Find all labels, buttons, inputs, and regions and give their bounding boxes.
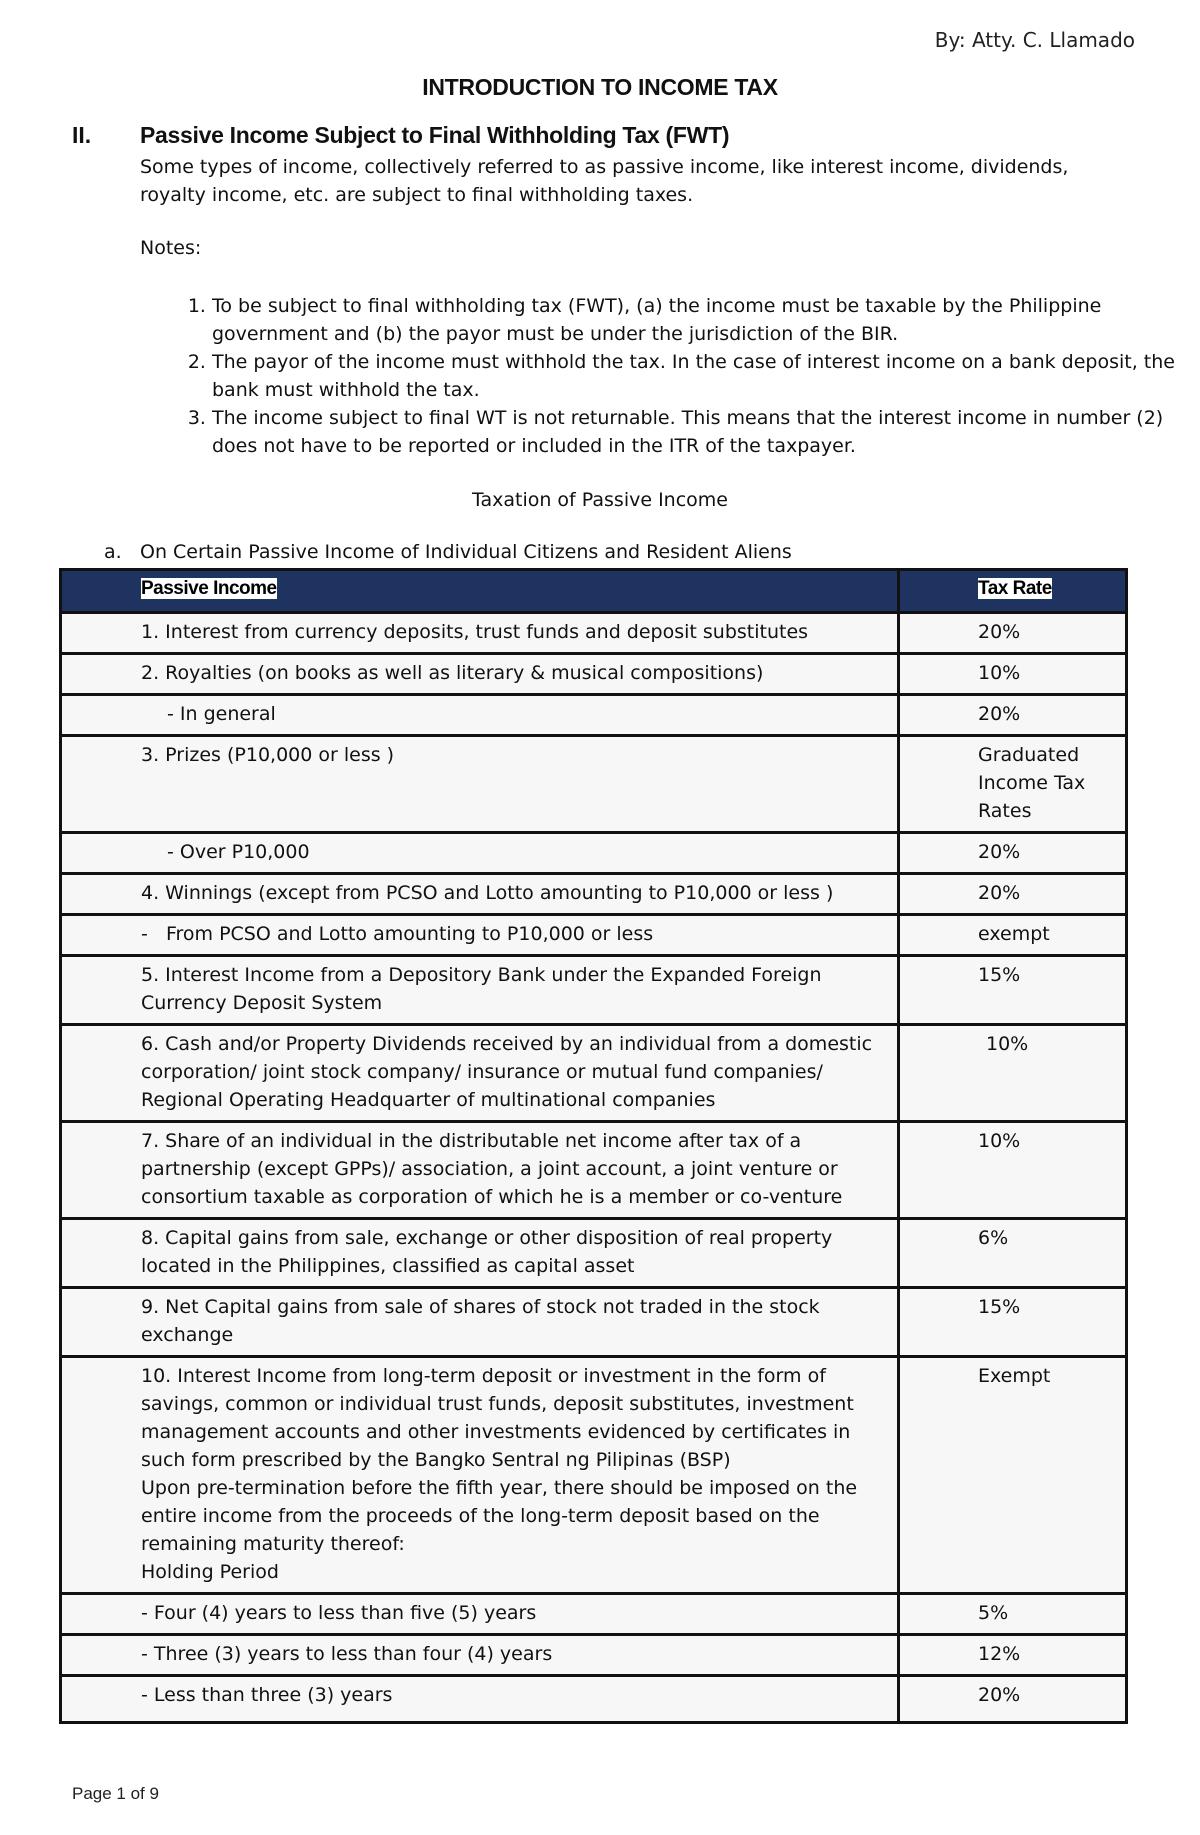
- income-cell: - In general: [61, 695, 899, 736]
- header-passive-income: [61, 570, 899, 613]
- header-tax-rate-label: Tax Rate: [978, 578, 1052, 599]
- income-cell: 1. Interest from currency deposits, trust funds and deposit substitutes: [61, 613, 899, 654]
- section-number: II.: [72, 122, 92, 148]
- rate-cell: 20%: [899, 695, 1127, 736]
- rate-cell: 20%: [899, 1676, 1127, 1723]
- table-row: [61, 1288, 1127, 1357]
- rate-cell: 10%: [899, 1122, 1127, 1219]
- holding-period-label: Holding Period: [141, 1561, 279, 1583]
- header-passive-income-label: Passive Income: [141, 578, 277, 599]
- author-credit: By: Atty. C. Llamado: [934, 28, 1135, 52]
- table-row: [61, 874, 1127, 915]
- income-cell: - From PCSO and Lotto amounting to P10,000 or less: [61, 915, 899, 956]
- rate-cell: 6%: [899, 1219, 1127, 1288]
- rate-cell: 15%: [899, 956, 1127, 1025]
- subsection-letter: a.: [104, 541, 122, 563]
- rate-cell: 20%: [899, 874, 1127, 915]
- section-intro: Some types of income, collectively referred to as passive income, like interest income, dividends, royalty income, etc. are subject to final withholding taxes.: [140, 156, 1069, 206]
- rate-cell: 10%: [899, 654, 1127, 695]
- rate-cell: 15%: [899, 1288, 1127, 1357]
- table-row: [61, 654, 1127, 695]
- income-cell: 2. Royalties (on books as well as literary & musical compositions): [61, 654, 899, 695]
- passive-income-table: [59, 568, 1128, 1724]
- header-tax-rate: [899, 570, 1127, 613]
- notes-label: Notes:: [140, 237, 202, 259]
- income-cell: - Over P10,000: [61, 833, 899, 874]
- table-row: [61, 736, 1127, 833]
- table-header-row: [61, 570, 1127, 613]
- rate-cell: 20%: [899, 613, 1127, 654]
- section-title: Passive Income Subject to Final Withholding Tax (FWT): [140, 122, 730, 148]
- income-cell: 8. Capital gains from sale, exchange or other disposition of real property located in the Philippines, classified as capital asset: [61, 1219, 899, 1288]
- note-item: 1. To be subject to final withholding tax (FWT), (a) the income must be taxable by the Philippine government and (b) the payor must be under the jurisdiction of the BIR.: [212, 292, 1200, 348]
- document-title: INTRODUCTION TO INCOME TAX: [422, 74, 778, 100]
- pre-termination-note: Upon pre-termination before the fifth year, there should be imposed on the entire income from the proceeds of the long-term deposit based on the remaining maturity thereof:: [141, 1477, 858, 1555]
- rate-cell: 10%: [899, 1025, 1127, 1122]
- table-row: [61, 1357, 1127, 1594]
- rate-cell: exempt: [899, 915, 1127, 956]
- table-row: [61, 695, 1127, 736]
- rate-cell: 20%: [899, 833, 1127, 874]
- subsection-title: On Certain Passive Income of Individual Citizens and Resident Aliens: [140, 541, 792, 563]
- long-term-deposit-description: 10. Interest Income from long-term deposit or investment in the form of savings, common or individual trust funds, deposit substitutes, investment management accounts and other investments evidenced by certificates in such form prescribed by the Bangko Sentral ng Pilipinas (BSP): [141, 1365, 854, 1471]
- table-row: [61, 613, 1127, 654]
- table-row: [61, 833, 1127, 874]
- table-caption: Taxation of Passive Income: [472, 489, 728, 511]
- table-row: [61, 956, 1127, 1025]
- income-cell: 7. Share of an individual in the distributable net income after tax of a partnership (except GPPs)/ association, a joint account, a joint venture or consortium taxable as corporation of which he is a member or co-venture: [61, 1122, 899, 1219]
- income-cell: 6. Cash and/or Property Dividends received by an individual from a domestic corporation/ joint stock company/ insurance or mutual fund companies/ Regional Operating Headquarter of multinational companies: [61, 1025, 899, 1122]
- rate-cell: Graduated Income Tax Rates: [899, 736, 1127, 833]
- table-row: [61, 915, 1127, 956]
- table-row: [61, 1635, 1127, 1676]
- income-cell: 9. Net Capital gains from sale of shares of stock not traded in the stock exchange: [61, 1288, 899, 1357]
- note-item: 2. The payor of the income must withhold the tax. In the case of interest income on a bank deposit, the bank must withhold the tax.: [212, 348, 1200, 404]
- income-cell: [61, 1357, 899, 1594]
- notes-list: [140, 292, 1200, 460]
- note-item: 3. The income subject to final WT is not returnable. This means that the interest income in number (2) does not have to be reported or included in the ITR of the taxpayer.: [212, 404, 1200, 460]
- rate-cell: 12%: [899, 1635, 1127, 1676]
- rate-cell: 5%: [899, 1594, 1127, 1635]
- income-cell: - Four (4) years to less than five (5) years: [61, 1594, 899, 1635]
- table-row: [61, 1122, 1127, 1219]
- table-row: [61, 1594, 1127, 1635]
- table-row: [61, 1219, 1127, 1288]
- income-cell: 5. Interest Income from a Depository Bank under the Expanded Foreign Currency Deposit System: [61, 956, 899, 1025]
- income-cell: - Less than three (3) years: [61, 1676, 899, 1723]
- income-cell: 3. Prizes (P10,000 or less ): [61, 736, 899, 833]
- table-row: [61, 1025, 1127, 1122]
- page-number: Page 1 of 9: [72, 1784, 159, 1803]
- income-cell: 4. Winnings (except from PCSO and Lotto amounting to P10,000 or less ): [61, 874, 899, 915]
- rate-cell: Exempt: [899, 1357, 1127, 1594]
- table-row: [61, 1676, 1127, 1723]
- income-cell: - Three (3) years to less than four (4) years: [61, 1635, 899, 1676]
